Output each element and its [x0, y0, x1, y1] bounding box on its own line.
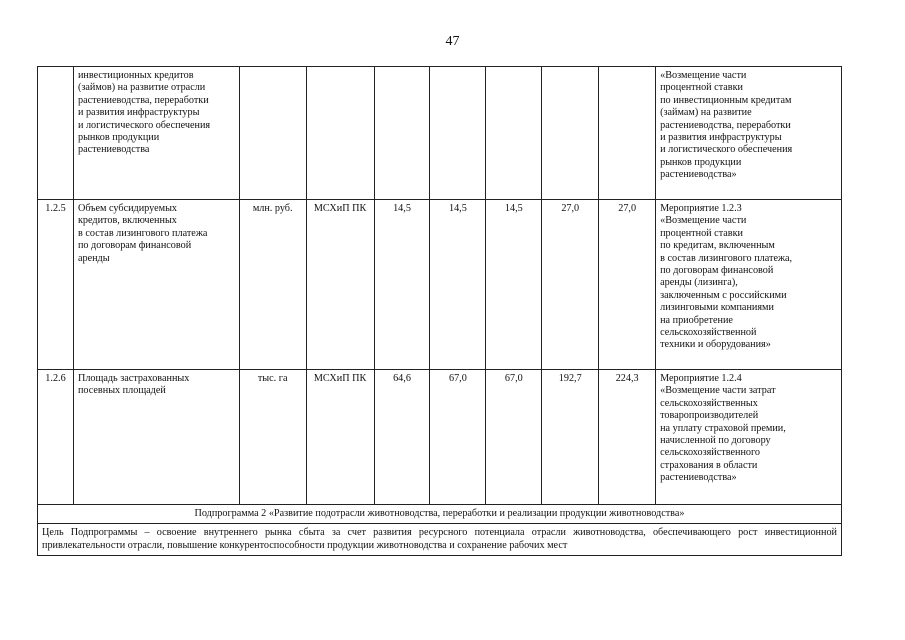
indicator-name: Площадь застрахованных посевных площадей — [73, 370, 239, 505]
value-cell — [374, 67, 430, 200]
unit-cell: тыс. га — [239, 370, 306, 505]
executor-cell: МСХиП ПК — [306, 200, 374, 370]
indicator-name: Объем субсидируемых кредитов, включенных в состав лизингового платежа по договорам финансовой аренды — [73, 200, 239, 370]
subprogram-goal: Цель Подпрограммы – освоение внутреннего рынка сбыта за счет развития ресурсного потенциала отрасли животноводства, обеспечивающего рост инвестиционной привлекательности отрасли, повышение конкурентоспособности продукции животноводства и сохранение рабочих мест — [38, 524, 842, 556]
indicators-table — [37, 66, 842, 556]
unit-cell: млн. руб. — [239, 200, 306, 370]
event-cell: Мероприятие 1.2.4 «Возмещение части затрат сельскохозяйственных товаропроизводителей на уплату страховой премии, начисленной по договору сельскохозяйственного страхования в области растениеводства» — [656, 370, 842, 505]
unit-cell — [239, 67, 306, 200]
value-cell — [542, 67, 599, 200]
table-row — [38, 67, 842, 200]
table-row — [38, 370, 842, 505]
executor-cell: МСХиП ПК — [306, 370, 374, 505]
row-number: 1.2.5 — [38, 200, 74, 370]
value-cell: 27,0 — [599, 200, 656, 370]
value-cell: 67,0 — [486, 370, 542, 505]
event-cell: «Возмещение части процентной ставки по инвестиционным кредитам (займам) на развитие растениеводства, переработки и развития инфраструктуры и логистического обеспечения рынков продукции растениеводства» — [656, 67, 842, 200]
goal-row — [38, 524, 842, 556]
value-cell — [599, 67, 656, 200]
subprogram-row — [38, 505, 842, 524]
value-cell: 14,5 — [430, 200, 486, 370]
event-cell: Мероприятие 1.2.3 «Возмещение части процентной ставки по кредитам, включенным в состав лизингового платежа, по договорам финансовой аренды (лизинга), заключенным с российскими лизинговыми компаниями на приобретение сельскохозяйственной техники и оборудования» — [656, 200, 842, 370]
table-row — [38, 200, 842, 370]
row-number — [38, 67, 74, 200]
value-cell — [486, 67, 542, 200]
value-cell: 14,5 — [486, 200, 542, 370]
page-number: 47 — [445, 34, 460, 49]
indicator-name: инвестиционных кредитов (займов) на развитие отрасли растениеводства, переработки и развития инфраструктуры и логистического обеспечения рынков продукции растениеводства — [73, 67, 239, 200]
value-cell: 67,0 — [430, 370, 486, 505]
value-cell: 64,6 — [374, 370, 430, 505]
subprogram-title: Подпрограмма 2 «Развитие подотрасли животноводства, переработки и реализации продукции животноводства» — [38, 505, 842, 524]
value-cell: 192,7 — [542, 370, 599, 505]
row-number: 1.2.6 — [38, 370, 74, 505]
executor-cell — [306, 67, 374, 200]
value-cell — [430, 67, 486, 200]
value-cell: 27,0 — [542, 200, 599, 370]
value-cell: 14,5 — [374, 200, 430, 370]
value-cell: 224,3 — [599, 370, 656, 505]
